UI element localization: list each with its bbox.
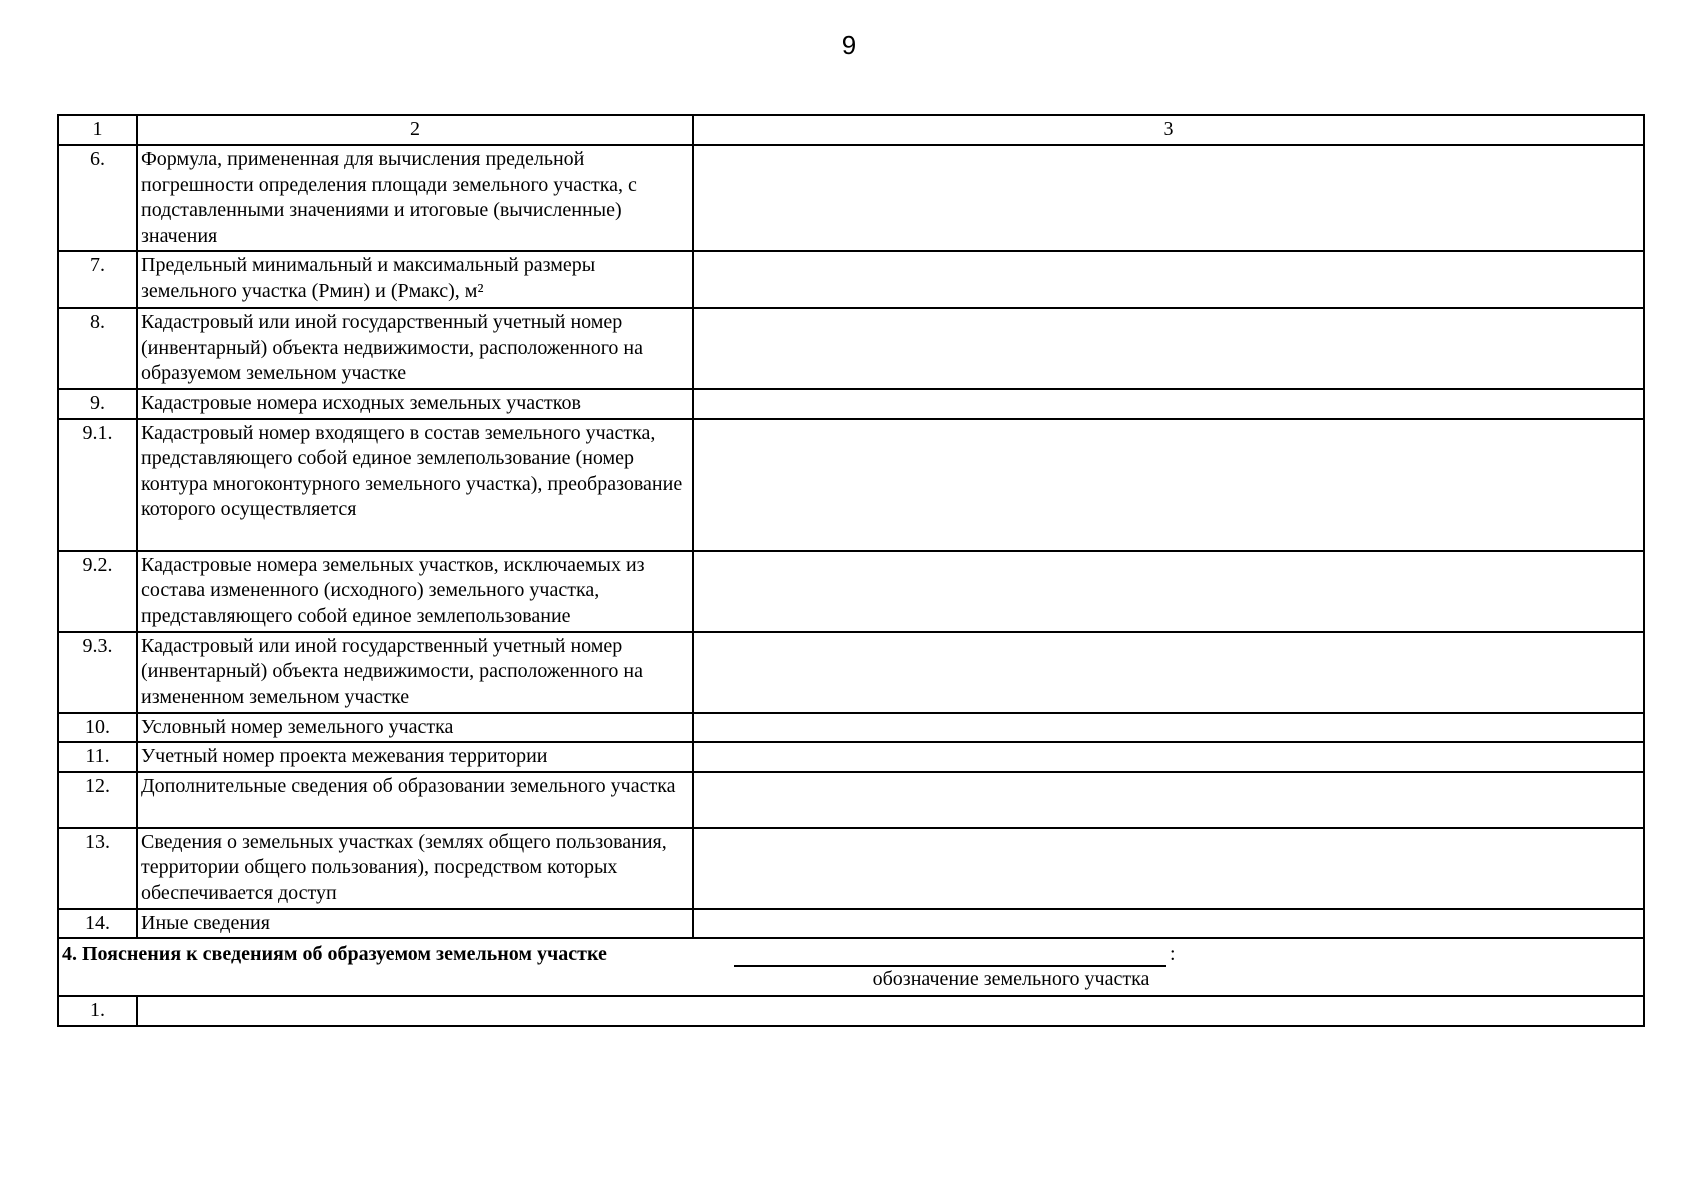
table-row: [58, 713, 1644, 743]
row-value-cell[interactable]: [693, 419, 1644, 551]
section-4-header-row: [58, 938, 1644, 996]
row-label: Кадастровый или иной государственный учетный номер (инвентарный) объекта недвижимости, расположенного на образуемом земельном участке: [137, 308, 693, 389]
row-label: Предельный минимальный и максимальный размеры земельного участка (Pмин) и (Pмакс), м²: [137, 251, 693, 308]
row-label: Сведения о земельных участках (землях общего пользования, территории общего пользования), посредством которых обеспечивается доступ: [137, 828, 693, 909]
table-row: [58, 996, 1644, 1026]
colon: :: [1170, 942, 1176, 965]
row-number: 8.: [58, 308, 137, 389]
table-row: [58, 308, 1644, 389]
row-label: Иные сведения: [137, 909, 693, 939]
row-number: 14.: [58, 909, 137, 939]
row-label: Кадастровые номера земельных участков, исключаемых из состава измененного (исходного) земельного участка, представляющего собой единое землепользование: [137, 551, 693, 632]
row-number: 1.: [58, 996, 137, 1026]
plot-designation-caption: обозначение земельного участка: [872, 968, 1150, 990]
row-label: Кадастровые номера исходных земельных участков: [137, 389, 693, 419]
table-row: [58, 419, 1644, 551]
row-label: Дополнительные сведения об образовании земельного участка: [137, 772, 693, 828]
header-cell-1: 1: [58, 115, 137, 145]
row-label: Кадастровый или иной государственный учетный номер (инвентарный) объекта недвижимости, расположенного на измененном земельном участке: [137, 632, 693, 713]
row-value-cell[interactable]: [693, 389, 1644, 419]
row-label: Формула, примененная для вычисления предельной погрешности определения площади земельного участка, с подставленными значениями и итоговые (вычисленные) значения: [137, 145, 693, 251]
table-row: [58, 389, 1644, 419]
table-row: [58, 742, 1644, 772]
table-row: [58, 772, 1644, 828]
table-row: [58, 145, 1644, 251]
page-number: 9: [841, 30, 857, 60]
row-value-cell[interactable]: [693, 713, 1644, 743]
section-4-title-line: [62, 941, 1640, 967]
plot-designation-field[interactable]: [734, 941, 1166, 967]
row-number: 10.: [58, 713, 137, 743]
header-cell-2: 2: [137, 115, 693, 145]
table-row: [58, 551, 1644, 632]
row-number: 12.: [58, 772, 137, 828]
table-row: [58, 909, 1644, 939]
row-value-cell[interactable]: [693, 742, 1644, 772]
table-row: [58, 828, 1644, 909]
section-4-title-wrap: [62, 942, 734, 968]
row-value-cell[interactable]: [693, 772, 1644, 828]
row-value-cell[interactable]: [693, 251, 1644, 308]
row-number: 9.: [58, 389, 137, 419]
table-row: [58, 632, 1644, 713]
cadastral-form-table: [57, 114, 1645, 1027]
row-label: Кадастровый номер входящего в состав земельного участка, представляющего собой единое землепользование (номер контура многоконтурного земельного участка), преобразование которого осуществляется: [137, 419, 693, 551]
row-number: 11.: [58, 742, 137, 772]
table-row: [58, 251, 1644, 308]
row-number: 9.2.: [58, 551, 137, 632]
row-value-cell[interactable]: [693, 909, 1644, 939]
row-value-cell[interactable]: [693, 828, 1644, 909]
header-cell-3: 3: [693, 115, 1644, 145]
row-value-cell[interactable]: [693, 551, 1644, 632]
row-number: 7.: [58, 251, 137, 308]
row-number: 9.1.: [58, 419, 137, 551]
row-value-cell[interactable]: [137, 996, 1644, 1026]
row-label: Учетный номер проекта межевания территории: [137, 742, 693, 772]
row-label: Условный номер земельного участка: [137, 713, 693, 743]
row-value-cell[interactable]: [693, 145, 1644, 251]
row-value-cell[interactable]: [693, 308, 1644, 389]
section-4-header-cell: [58, 938, 1644, 996]
row-number: 13.: [58, 828, 137, 909]
table-header-row: [58, 115, 1644, 145]
row-number: 6.: [58, 145, 137, 251]
section-4-title: 4. Пояснения к сведениям об образуемом земельном участке: [62, 942, 607, 965]
row-value-cell[interactable]: [693, 632, 1644, 713]
row-number: 9.3.: [58, 632, 137, 713]
